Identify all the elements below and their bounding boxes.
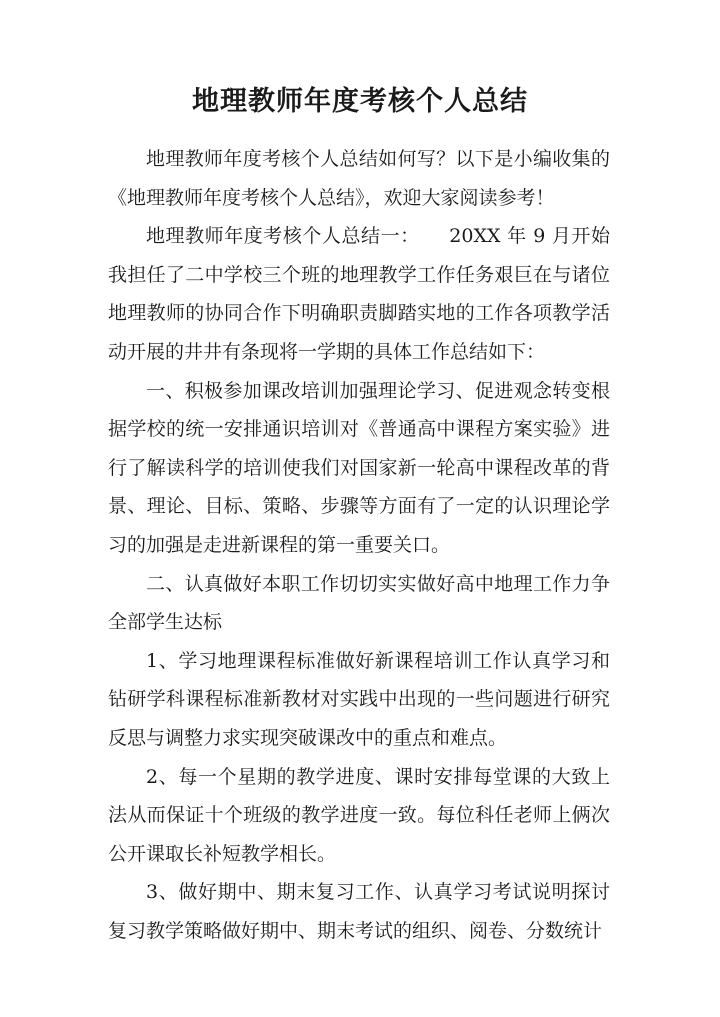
paragraph-item-two: 2、每一个星期的教学进度、课时安排每堂课的大致上法从而保证十个班级的教学进度一致。每位科任老师上俩次公开课取长补短教学相长。 — [108, 765, 610, 865]
document-body — [108, 140, 610, 950]
paragraph-intro: 地理教师年度考核个人总结如何写？以下是小编收集的《地理教师年度考核个人总结》，欢迎大家阅读参考！ — [108, 148, 610, 209]
paragraph-section-two: 二、认真做好本职工作切切实实做好高中地理工作力争全部学生达标 — [108, 572, 610, 634]
paragraph-section-one: 一、积极参加课改培训加强理论学习、促进观念转变根据学校的统一安排通识培训对《普通高中课程方案实验》进行了解读科学的培训使我们对国家新一轮高中课程改革的背景、理论、目标、策略、步骤等方面有了一定的认识理论学习的加强是走进新课程的第一重要关口。 — [108, 379, 610, 556]
document-title: 地理教师年度考核个人总结 — [192, 86, 528, 117]
paragraph-item-one: 1、学习地理课程标准做好新课程培训工作认真学习和钻研学科课程标准新教材对实践中出现的一些问题进行研究反思与调整力求实现突破课改中的重点和难点。 — [108, 649, 610, 749]
paragraph-item-three: 3、做好期中、期末复习工作、认真学习考试说明探讨复习教学策略做好期中、期末考试的组织、阅卷、分数统计 — [108, 881, 610, 942]
paragraph-summary-one: 地理教师年度考核个人总结一： 20XX 年 9 月开始我担任了二中学校三个班的地理教学工作任务艰巨在与诸位地理教师的协同合作下明确职责脚踏实地的工作各项教学活动开展的井井有条现将一学期的具体工作总结如下： — [108, 225, 610, 363]
